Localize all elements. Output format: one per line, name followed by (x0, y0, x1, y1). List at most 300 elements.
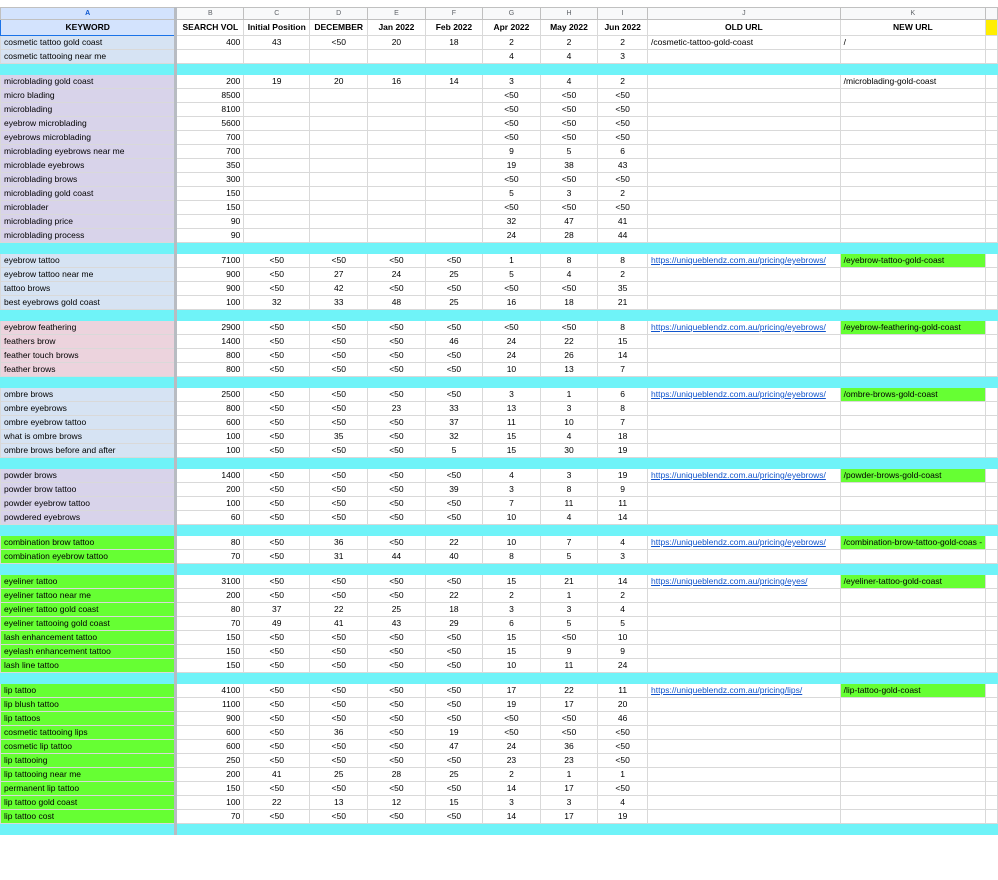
old-url-cell[interactable] (648, 75, 841, 89)
december-cell[interactable]: 35 (310, 430, 368, 444)
feb-2022-cell[interactable]: 14 (425, 75, 483, 89)
search-volume-cell[interactable]: 8100 (176, 103, 244, 117)
separator-cell[interactable] (425, 64, 483, 75)
old-url-cell[interactable] (648, 497, 841, 511)
december-cell[interactable]: <50 (310, 810, 368, 824)
separator-cell[interactable] (840, 673, 985, 684)
keyword-cell[interactable]: lip tattoos (1, 712, 176, 726)
december-cell[interactable]: 27 (310, 268, 368, 282)
column-header-e[interactable]: E (368, 8, 426, 20)
jan-2022-cell[interactable] (368, 145, 426, 159)
new-url-cell[interactable]: /powder-brows-gold-coast (840, 469, 985, 483)
separator-cell[interactable] (986, 243, 998, 254)
feb-2022-cell[interactable]: 25 (425, 768, 483, 782)
feb-2022-cell[interactable]: 19 (425, 726, 483, 740)
apr-2022-cell[interactable]: <50 (483, 103, 541, 117)
search-volume-cell[interactable]: 100 (176, 497, 244, 511)
separator-cell[interactable] (1, 824, 176, 835)
jan-2022-cell[interactable]: <50 (368, 430, 426, 444)
initial-position-cell[interactable] (244, 103, 310, 117)
old-url-link[interactable]: https://uniqueblendz.com.au/pricing/eyebrows/ (651, 389, 826, 399)
feb-2022-cell[interactable]: 29 (425, 617, 483, 631)
search-volume-cell[interactable]: 7100 (176, 254, 244, 268)
keyword-cell[interactable]: eyeliner tattoo gold coast (1, 603, 176, 617)
new-url-cell[interactable] (840, 402, 985, 416)
jun-2022-cell[interactable]: 19 (598, 469, 648, 483)
keyword-cell[interactable]: eyebrow tattoo (1, 254, 176, 268)
may-2022-cell[interactable]: 5 (540, 550, 598, 564)
feb-2022-cell[interactable]: 22 (425, 536, 483, 550)
december-cell[interactable]: 36 (310, 536, 368, 550)
may-2022-cell[interactable]: 3 (540, 469, 598, 483)
keyword-cell[interactable]: powder brows (1, 469, 176, 483)
old-url-cell[interactable] (648, 50, 841, 64)
jan-2022-cell[interactable]: <50 (368, 388, 426, 402)
jun-2022-cell[interactable]: <50 (598, 782, 648, 796)
search-volume-cell[interactable]: 250 (176, 754, 244, 768)
initial-position-cell[interactable]: <50 (244, 575, 310, 589)
old-url-link[interactable]: https://uniqueblendz.com.au/pricing/lips/ (651, 685, 803, 695)
apr-2022-cell[interactable]: 3 (483, 796, 541, 810)
search-volume-cell[interactable]: 4100 (176, 684, 244, 698)
apr-2022-cell[interactable]: 3 (483, 388, 541, 402)
new-url-cell[interactable]: /eyeliner-tattoo-gold-coast (840, 575, 985, 589)
old-url-cell[interactable] (648, 768, 841, 782)
apr-2022-cell[interactable]: 2 (483, 589, 541, 603)
apr-2022-cell[interactable]: 8 (483, 550, 541, 564)
initial-position-cell[interactable]: <50 (244, 726, 310, 740)
separator-cell[interactable] (540, 310, 598, 321)
old-url-cell[interactable] (648, 103, 841, 117)
may-2022-cell[interactable]: <50 (540, 712, 598, 726)
search-volume-cell[interactable]: 700 (176, 145, 244, 159)
separator-cell[interactable] (840, 310, 985, 321)
may-2022-cell[interactable]: 28 (540, 229, 598, 243)
new-url-cell[interactable] (840, 416, 985, 430)
separator-cell[interactable] (540, 824, 598, 835)
new-url-cell[interactable] (840, 698, 985, 712)
old-url-cell[interactable] (648, 388, 841, 402)
initial-position-cell[interactable]: <50 (244, 550, 310, 564)
keyword-cell[interactable]: permanent lip tattoo (1, 782, 176, 796)
old-url-cell[interactable] (648, 430, 841, 444)
jan-2022-cell[interactable] (368, 173, 426, 187)
extra-cell[interactable] (986, 430, 998, 444)
search-volume-cell[interactable]: 400 (176, 36, 244, 50)
separator-cell[interactable] (648, 458, 841, 469)
initial-position-cell[interactable]: <50 (244, 388, 310, 402)
old-url-link[interactable]: https://uniqueblendz.com.au/pricing/eyes/ (651, 576, 808, 586)
december-cell[interactable]: <50 (310, 444, 368, 458)
apr-2022-cell[interactable]: 4 (483, 469, 541, 483)
extra-cell[interactable] (986, 173, 998, 187)
old-url-cell[interactable] (648, 349, 841, 363)
separator-cell[interactable] (598, 564, 648, 575)
extra-cell[interactable] (986, 131, 998, 145)
jun-2022-cell[interactable]: 7 (598, 363, 648, 377)
may-2022-cell[interactable]: 4 (540, 50, 598, 64)
new-url-cell[interactable] (840, 444, 985, 458)
old-url-cell[interactable] (648, 363, 841, 377)
extra-cell[interactable] (986, 103, 998, 117)
jan-2022-cell[interactable]: <50 (368, 740, 426, 754)
search-volume-cell[interactable]: 600 (176, 416, 244, 430)
keyword-cell[interactable]: lip tattooing (1, 754, 176, 768)
jan-2022-cell[interactable]: <50 (368, 511, 426, 525)
initial-position-cell[interactable]: <50 (244, 483, 310, 497)
keyword-cell[interactable]: lip tattoo cost (1, 810, 176, 824)
initial-position-cell[interactable]: <50 (244, 631, 310, 645)
new-url-cell[interactable] (840, 215, 985, 229)
december-cell[interactable]: <50 (310, 363, 368, 377)
new-url-cell[interactable] (840, 117, 985, 131)
december-cell[interactable]: <50 (310, 698, 368, 712)
feb-2022-cell[interactable]: 22 (425, 589, 483, 603)
new-url-cell[interactable] (840, 712, 985, 726)
header-keyword[interactable]: KEYWORD (1, 20, 176, 36)
separator-cell[interactable] (986, 377, 998, 388)
feb-2022-cell[interactable]: 18 (425, 603, 483, 617)
old-url-cell[interactable] (648, 603, 841, 617)
initial-position-cell[interactable] (244, 50, 310, 64)
keyword-cell[interactable]: microblading (1, 103, 176, 117)
jun-2022-cell[interactable]: 4 (598, 536, 648, 550)
december-cell[interactable] (310, 50, 368, 64)
separator-cell[interactable] (425, 564, 483, 575)
jan-2022-cell[interactable]: <50 (368, 645, 426, 659)
may-2022-cell[interactable]: 4 (540, 75, 598, 89)
separator-cell[interactable] (425, 673, 483, 684)
keyword-cell[interactable]: microblading gold coast (1, 75, 176, 89)
keyword-cell[interactable]: lip tattoo gold coast (1, 796, 176, 810)
search-volume-cell[interactable]: 200 (176, 483, 244, 497)
feb-2022-cell[interactable]: <50 (425, 469, 483, 483)
new-url-cell[interactable] (840, 430, 985, 444)
separator-cell[interactable] (840, 243, 985, 254)
feb-2022-cell[interactable] (425, 145, 483, 159)
jan-2022-cell[interactable]: <50 (368, 698, 426, 712)
separator-cell[interactable] (648, 64, 841, 75)
extra-cell[interactable] (986, 254, 998, 268)
jun-2022-cell[interactable]: 2 (598, 589, 648, 603)
jan-2022-cell[interactable]: <50 (368, 536, 426, 550)
initial-position-cell[interactable]: 49 (244, 617, 310, 631)
search-volume-cell[interactable]: 200 (176, 75, 244, 89)
separator-cell[interactable] (598, 377, 648, 388)
separator-cell[interactable] (986, 564, 998, 575)
new-url-cell[interactable] (840, 89, 985, 103)
old-url-cell[interactable] (648, 659, 841, 673)
may-2022-cell[interactable]: <50 (540, 103, 598, 117)
jan-2022-cell[interactable]: <50 (368, 782, 426, 796)
apr-2022-cell[interactable]: 11 (483, 416, 541, 430)
jan-2022-cell[interactable]: 23 (368, 402, 426, 416)
december-cell[interactable]: <50 (310, 36, 368, 50)
new-url-cell[interactable]: /lip-tattoo-gold-coast (840, 684, 985, 698)
december-cell[interactable]: 22 (310, 603, 368, 617)
new-url-cell[interactable] (840, 173, 985, 187)
december-cell[interactable]: 25 (310, 768, 368, 782)
december-cell[interactable] (310, 173, 368, 187)
old-url-cell[interactable] (648, 712, 841, 726)
jan-2022-cell[interactable]: <50 (368, 282, 426, 296)
keyword-cell[interactable]: cosmetic tattoo gold coast (1, 36, 176, 50)
jun-2022-cell[interactable]: 35 (598, 282, 648, 296)
jun-2022-cell[interactable]: <50 (598, 117, 648, 131)
december-cell[interactable] (310, 117, 368, 131)
jun-2022-cell[interactable]: 11 (598, 684, 648, 698)
apr-2022-cell[interactable]: 4 (483, 50, 541, 64)
apr-2022-cell[interactable]: 3 (483, 603, 541, 617)
jun-2022-cell[interactable]: 11 (598, 497, 648, 511)
jan-2022-cell[interactable]: <50 (368, 335, 426, 349)
extra-cell[interactable] (986, 349, 998, 363)
jan-2022-cell[interactable]: <50 (368, 349, 426, 363)
jun-2022-cell[interactable]: 8 (598, 254, 648, 268)
separator-cell[interactable] (648, 377, 841, 388)
jan-2022-cell[interactable]: <50 (368, 254, 426, 268)
apr-2022-cell[interactable]: 15 (483, 645, 541, 659)
old-url-cell[interactable] (648, 229, 841, 243)
feb-2022-cell[interactable]: 47 (425, 740, 483, 754)
separator-cell[interactable] (368, 64, 426, 75)
separator-cell[interactable] (986, 525, 998, 536)
extra-cell[interactable] (986, 617, 998, 631)
december-cell[interactable]: <50 (310, 402, 368, 416)
extra-cell[interactable] (986, 215, 998, 229)
old-url-cell[interactable] (648, 335, 841, 349)
extra-cell[interactable] (986, 659, 998, 673)
column-header-i[interactable]: I (598, 8, 648, 20)
new-url-cell[interactable] (840, 726, 985, 740)
apr-2022-cell[interactable]: 24 (483, 349, 541, 363)
jan-2022-cell[interactable] (368, 159, 426, 173)
december-cell[interactable]: 42 (310, 282, 368, 296)
may-2022-cell[interactable]: 30 (540, 444, 598, 458)
extra-cell[interactable] (986, 187, 998, 201)
new-url-cell[interactable] (840, 187, 985, 201)
feb-2022-cell[interactable]: 37 (425, 416, 483, 430)
new-url-cell[interactable] (840, 159, 985, 173)
new-url-cell[interactable] (840, 497, 985, 511)
column-header-f[interactable]: F (425, 8, 483, 20)
old-url-cell[interactable] (648, 89, 841, 103)
separator-cell[interactable] (1, 243, 176, 254)
new-url-cell[interactable] (840, 335, 985, 349)
may-2022-cell[interactable]: 10 (540, 416, 598, 430)
keyword-cell[interactable]: microblading eyebrows near me (1, 145, 176, 159)
keyword-cell[interactable]: feather brows (1, 363, 176, 377)
separator-cell[interactable] (986, 458, 998, 469)
initial-position-cell[interactable]: <50 (244, 536, 310, 550)
feb-2022-cell[interactable] (425, 89, 483, 103)
extra-cell[interactable] (986, 145, 998, 159)
jan-2022-cell[interactable]: <50 (368, 659, 426, 673)
separator-cell[interactable] (483, 243, 541, 254)
column-header-h[interactable]: H (540, 8, 598, 20)
jun-2022-cell[interactable]: 14 (598, 575, 648, 589)
old-url-cell[interactable] (648, 402, 841, 416)
december-cell[interactable] (310, 215, 368, 229)
feb-2022-cell[interactable]: <50 (425, 782, 483, 796)
apr-2022-cell[interactable]: 6 (483, 617, 541, 631)
search-volume-cell[interactable]: 1400 (176, 335, 244, 349)
search-volume-cell[interactable]: 5600 (176, 117, 244, 131)
initial-position-cell[interactable]: <50 (244, 659, 310, 673)
separator-cell[interactable] (483, 64, 541, 75)
separator-cell[interactable] (244, 824, 310, 835)
jan-2022-cell[interactable]: 12 (368, 796, 426, 810)
search-volume-cell[interactable]: 100 (176, 796, 244, 810)
extra-cell[interactable] (986, 550, 998, 564)
may-2022-cell[interactable]: <50 (540, 631, 598, 645)
search-volume-cell[interactable]: 60 (176, 511, 244, 525)
new-url-cell[interactable] (840, 550, 985, 564)
feb-2022-cell[interactable]: 18 (425, 36, 483, 50)
column-header-k[interactable]: K (840, 8, 985, 20)
search-volume-cell[interactable]: 150 (176, 187, 244, 201)
separator-cell[interactable] (840, 64, 985, 75)
column-header-a[interactable]: A (1, 8, 176, 20)
may-2022-cell[interactable]: 38 (540, 159, 598, 173)
apr-2022-cell[interactable]: 15 (483, 631, 541, 645)
feb-2022-cell[interactable]: <50 (425, 631, 483, 645)
new-url-cell[interactable] (840, 103, 985, 117)
search-volume-cell[interactable]: 100 (176, 296, 244, 310)
jun-2022-cell[interactable]: 10 (598, 631, 648, 645)
initial-position-cell[interactable]: <50 (244, 712, 310, 726)
separator-cell[interactable] (648, 673, 841, 684)
jun-2022-cell[interactable]: <50 (598, 740, 648, 754)
separator-cell[interactable] (425, 458, 483, 469)
december-cell[interactable]: <50 (310, 575, 368, 589)
initial-position-cell[interactable]: <50 (244, 321, 310, 335)
apr-2022-cell[interactable]: 16 (483, 296, 541, 310)
initial-position-cell[interactable]: 37 (244, 603, 310, 617)
search-volume-cell[interactable]: 100 (176, 430, 244, 444)
header-may-2022[interactable]: May 2022 (540, 20, 598, 36)
keyword-cell[interactable]: micro blading (1, 89, 176, 103)
jun-2022-cell[interactable]: 9 (598, 645, 648, 659)
may-2022-cell[interactable]: 11 (540, 497, 598, 511)
jan-2022-cell[interactable]: <50 (368, 483, 426, 497)
new-url-cell[interactable] (840, 282, 985, 296)
search-volume-cell[interactable]: 600 (176, 740, 244, 754)
december-cell[interactable]: <50 (310, 254, 368, 268)
apr-2022-cell[interactable]: 10 (483, 659, 541, 673)
december-cell[interactable] (310, 131, 368, 145)
keyword-cell[interactable]: tattoo brows (1, 282, 176, 296)
search-volume-cell[interactable]: 1400 (176, 469, 244, 483)
old-url-cell[interactable] (648, 159, 841, 173)
may-2022-cell[interactable]: <50 (540, 726, 598, 740)
search-volume-cell[interactable]: 100 (176, 444, 244, 458)
apr-2022-cell[interactable]: 7 (483, 497, 541, 511)
initial-position-cell[interactable]: <50 (244, 268, 310, 282)
separator-cell[interactable] (598, 243, 648, 254)
jun-2022-cell[interactable]: <50 (598, 201, 648, 215)
may-2022-cell[interactable]: <50 (540, 321, 598, 335)
separator-cell[interactable] (598, 458, 648, 469)
may-2022-cell[interactable]: 21 (540, 575, 598, 589)
keyword-cell[interactable]: eyebrow feathering (1, 321, 176, 335)
initial-position-cell[interactable] (244, 187, 310, 201)
apr-2022-cell[interactable]: 5 (483, 268, 541, 282)
separator-cell[interactable] (310, 458, 368, 469)
new-url-cell[interactable] (840, 589, 985, 603)
new-url-cell[interactable] (840, 754, 985, 768)
initial-position-cell[interactable]: <50 (244, 511, 310, 525)
extra-cell[interactable] (986, 50, 998, 64)
header-search-vol[interactable]: SEARCH VOL (176, 20, 244, 36)
old-url-link[interactable]: https://uniqueblendz.com.au/pricing/eyebrows/ (651, 537, 826, 547)
column-header-b[interactable]: B (176, 8, 244, 20)
apr-2022-cell[interactable]: 2 (483, 768, 541, 782)
feb-2022-cell[interactable] (425, 173, 483, 187)
keyword-cell[interactable]: eyeliner tattooing gold coast (1, 617, 176, 631)
extra-cell[interactable] (986, 159, 998, 173)
separator-cell[interactable] (483, 673, 541, 684)
feb-2022-cell[interactable] (425, 187, 483, 201)
initial-position-cell[interactable]: 43 (244, 36, 310, 50)
separator-cell[interactable] (310, 377, 368, 388)
jun-2022-cell[interactable]: 19 (598, 810, 648, 824)
extra-cell[interactable] (986, 645, 998, 659)
apr-2022-cell[interactable]: 3 (483, 483, 541, 497)
apr-2022-cell[interactable]: 19 (483, 698, 541, 712)
extra-cell[interactable] (986, 201, 998, 215)
feb-2022-cell[interactable]: 32 (425, 430, 483, 444)
keyword-cell[interactable]: eyebrow tattoo near me (1, 268, 176, 282)
separator-cell[interactable] (648, 525, 841, 536)
separator-cell[interactable] (425, 525, 483, 536)
apr-2022-cell[interactable]: 19 (483, 159, 541, 173)
new-url-cell[interactable] (840, 659, 985, 673)
extra-cell[interactable] (986, 75, 998, 89)
search-volume-cell[interactable]: 2500 (176, 388, 244, 402)
feb-2022-cell[interactable]: 15 (425, 796, 483, 810)
new-url-cell[interactable] (840, 796, 985, 810)
old-url-cell[interactable] (648, 444, 841, 458)
may-2022-cell[interactable]: 17 (540, 782, 598, 796)
extra-cell[interactable] (986, 698, 998, 712)
new-url-cell[interactable] (840, 631, 985, 645)
apr-2022-cell[interactable]: <50 (483, 282, 541, 296)
jun-2022-cell[interactable]: 1 (598, 768, 648, 782)
feb-2022-cell[interactable]: <50 (425, 712, 483, 726)
feb-2022-cell[interactable]: <50 (425, 698, 483, 712)
jan-2022-cell[interactable]: <50 (368, 363, 426, 377)
feb-2022-cell[interactable]: <50 (425, 363, 483, 377)
feb-2022-cell[interactable]: <50 (425, 810, 483, 824)
december-cell[interactable]: 20 (310, 75, 368, 89)
old-url-cell[interactable] (648, 268, 841, 282)
separator-cell[interactable] (176, 824, 244, 835)
jun-2022-cell[interactable]: 2 (598, 268, 648, 282)
separator-cell[interactable] (598, 824, 648, 835)
december-cell[interactable]: <50 (310, 416, 368, 430)
may-2022-cell[interactable]: <50 (540, 173, 598, 187)
separator-cell[interactable] (1, 525, 176, 536)
separator-cell[interactable] (310, 64, 368, 75)
separator-cell[interactable] (244, 310, 310, 321)
may-2022-cell[interactable]: 22 (540, 335, 598, 349)
search-volume-cell[interactable]: 200 (176, 589, 244, 603)
old-url-cell[interactable] (648, 117, 841, 131)
search-volume-cell[interactable]: 600 (176, 726, 244, 740)
jun-2022-cell[interactable]: 2 (598, 187, 648, 201)
new-url-cell[interactable]: /ombre-brows-gold-coast (840, 388, 985, 402)
